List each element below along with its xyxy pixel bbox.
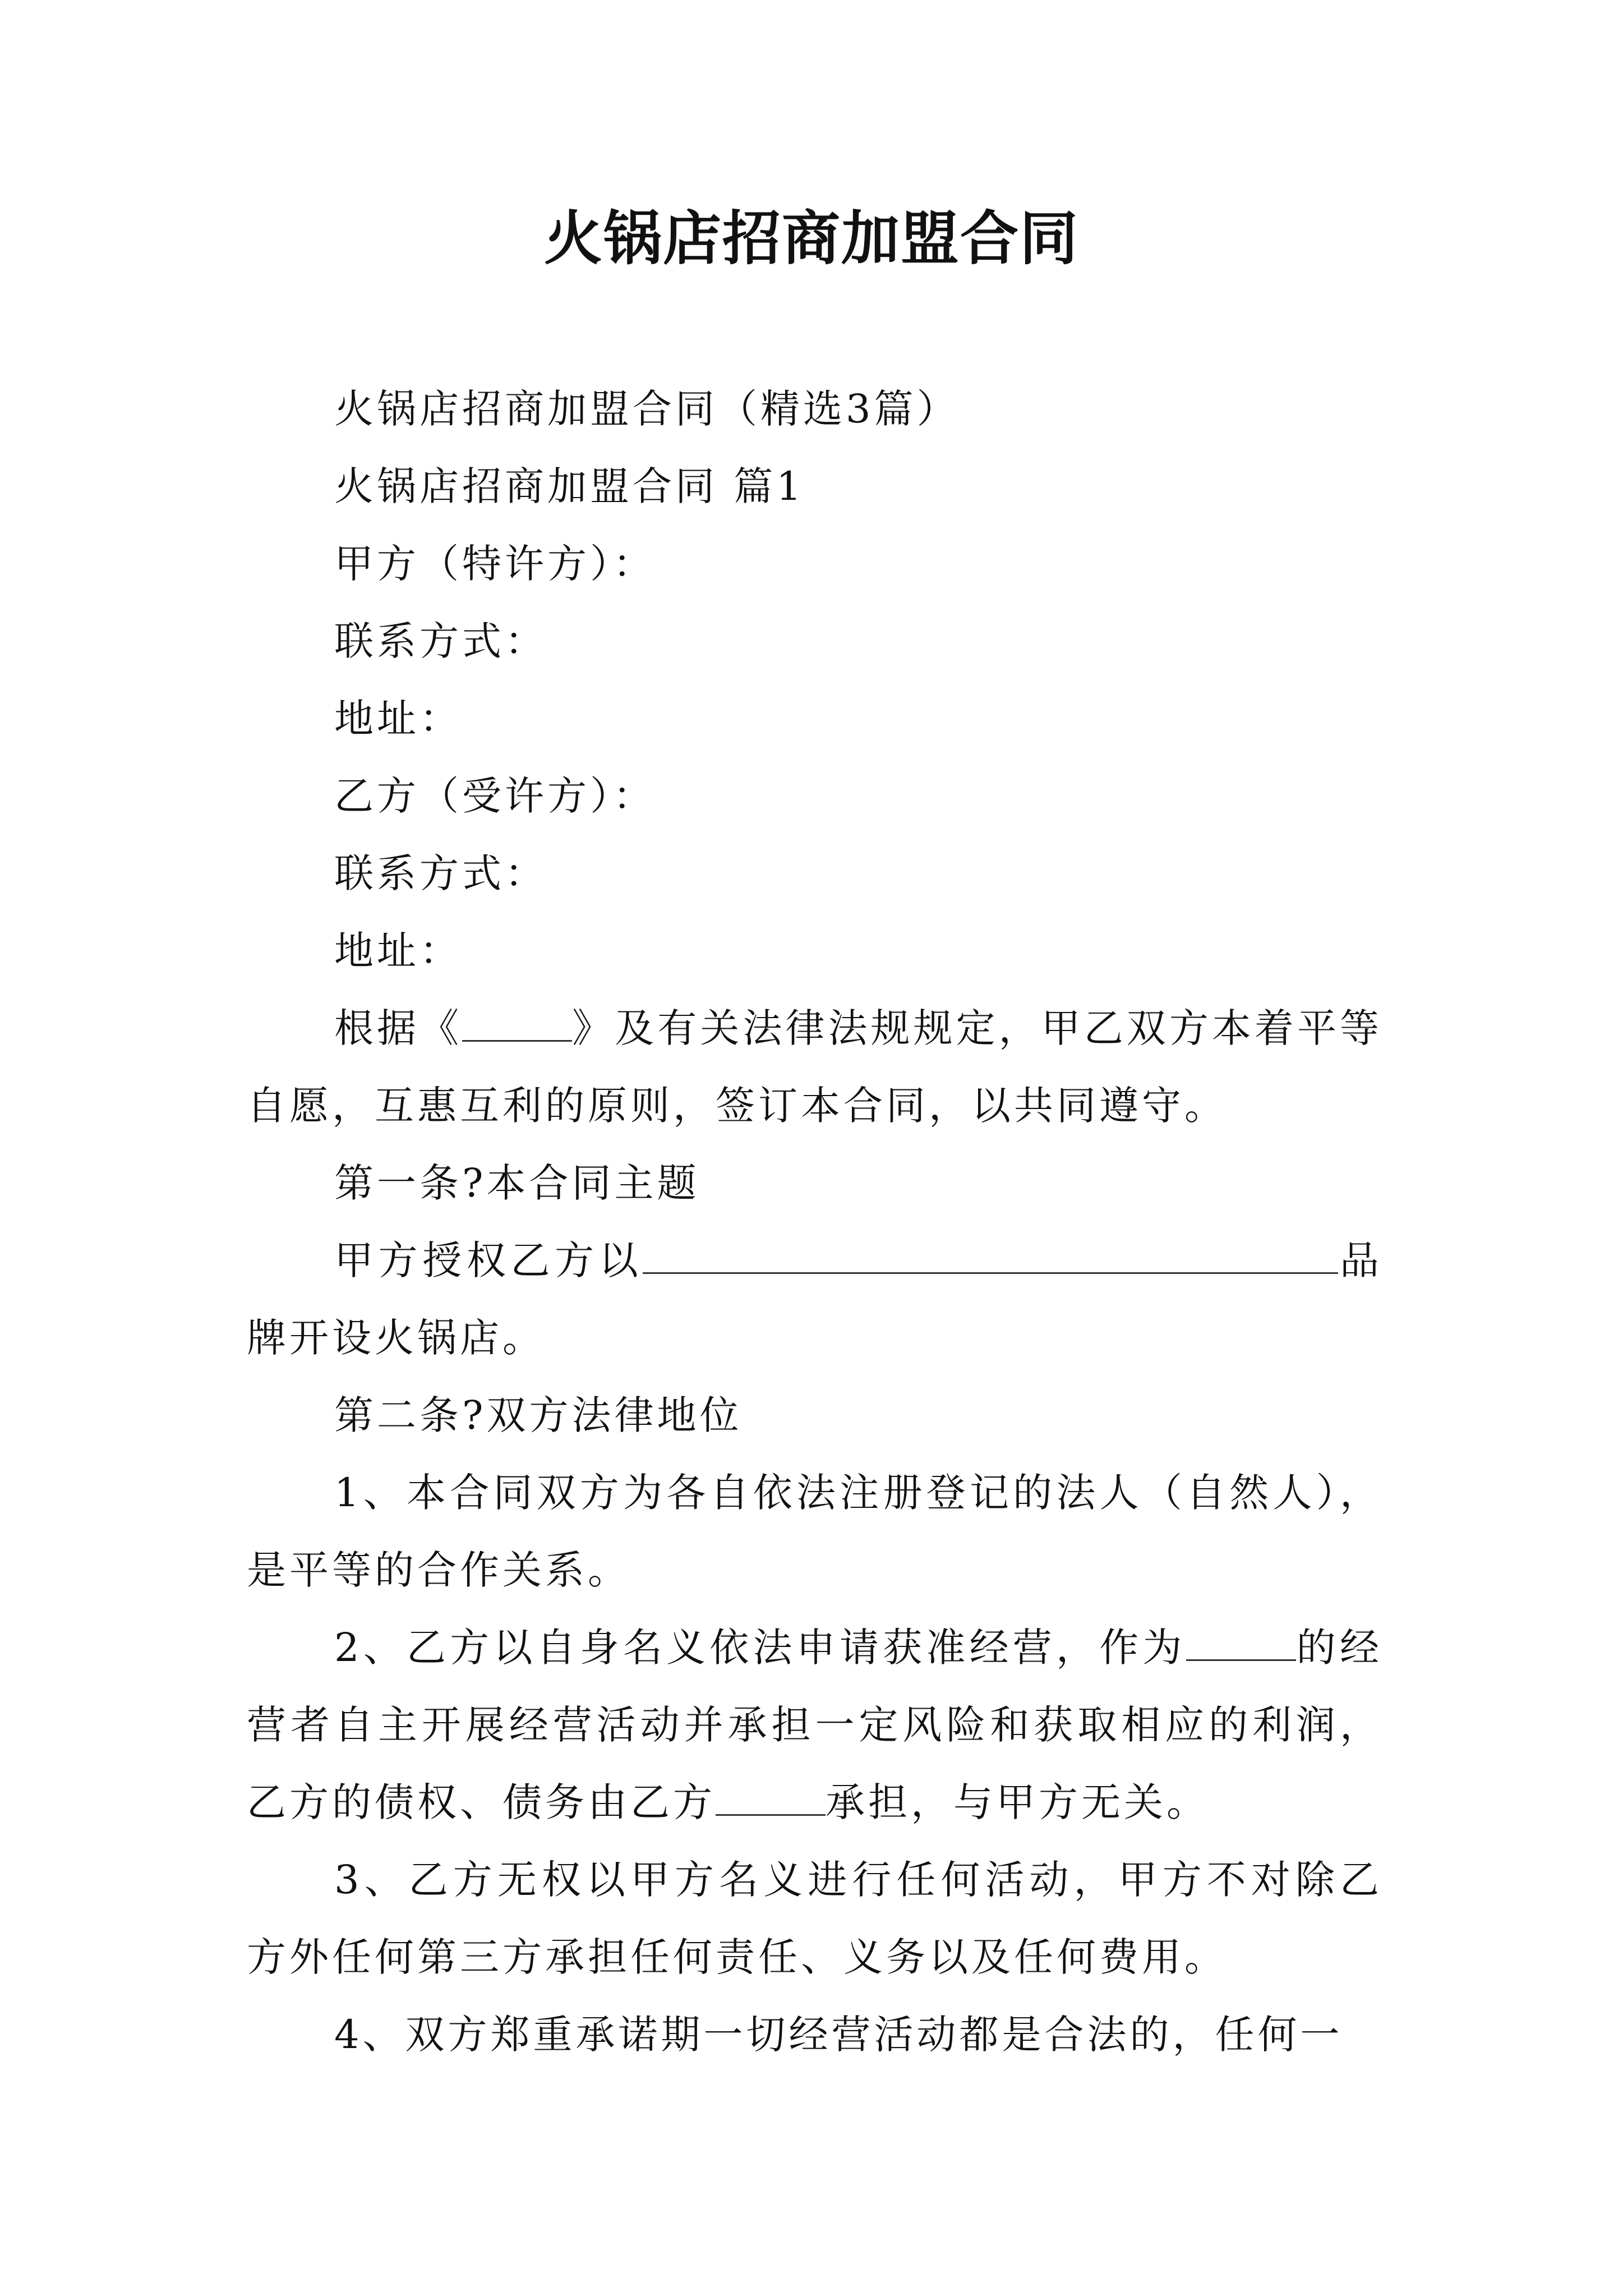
part-heading: 火锅店招商加盟合同 篇1 xyxy=(334,463,805,509)
address-a-line: 地址： xyxy=(334,696,462,742)
contact-b-line: 联系方式： xyxy=(334,850,547,896)
document-title: 火锅店招商加盟合同 xyxy=(543,204,1079,273)
party-b-line: 乙方（受许方）： xyxy=(334,773,656,819)
basis-text-pre: 根据《 xyxy=(334,1005,463,1051)
article-1-title: 第一条?本合同主题 xyxy=(334,1160,700,1206)
basis-text-post: 》及有关法律法规规定，甲乙双方本着平等自愿，互惠互利的原则，签订本合同，以共同遵守。 xyxy=(247,1005,1383,1129)
document-body xyxy=(247,370,1382,2073)
basis-paragraph xyxy=(247,990,1382,1144)
liability-blank xyxy=(716,1780,826,1816)
subtitle-line: 火锅店招商加盟合同（精选3篇） xyxy=(334,386,960,432)
article-2-clause-1: 1、本合同双方为各自依法注册登记的法人（自然人），是平等的合作关系。 xyxy=(247,1470,1382,1593)
article-2-title: 第二条?双方法律地位 xyxy=(334,1392,743,1438)
party-a-line: 甲方（特许方）： xyxy=(334,541,656,587)
article-2-clause-2 xyxy=(247,1609,1382,1841)
business-blank xyxy=(1186,1626,1296,1661)
clause-2-text-a: 2、乙方以自身名义依法申请获准经营，作为 xyxy=(334,1625,1186,1671)
article-1-text-pre: 甲方授权乙方以 xyxy=(334,1237,643,1283)
article-1-paragraph xyxy=(247,1222,1382,1377)
contact-a-line: 联系方式： xyxy=(334,618,547,664)
article-2-clause-3: 3、乙方无权以甲方名义进行任何活动，甲方不对除乙方外任何第三方承担任何责任、义务以及任何费用。 xyxy=(247,1857,1382,1980)
clause-2-text-c: 承担，与甲方无关。 xyxy=(826,1779,1209,1825)
address-b-line: 地址： xyxy=(334,928,462,974)
law-name-blank xyxy=(462,1006,572,1042)
clause-2-text-b: 的经营者自主开展经营活动并承担一定风险和获取相应的利润，乙方的债权、债务由乙方 xyxy=(247,1625,1382,1825)
article-1-text-post: 品牌开设火锅店。 xyxy=(247,1237,1382,1361)
brand-name-blank xyxy=(643,1239,1338,1274)
article-2-clause-4: 4、双方郑重承诺期一切经营活动都是合法的，任何一 xyxy=(334,2012,1343,2058)
